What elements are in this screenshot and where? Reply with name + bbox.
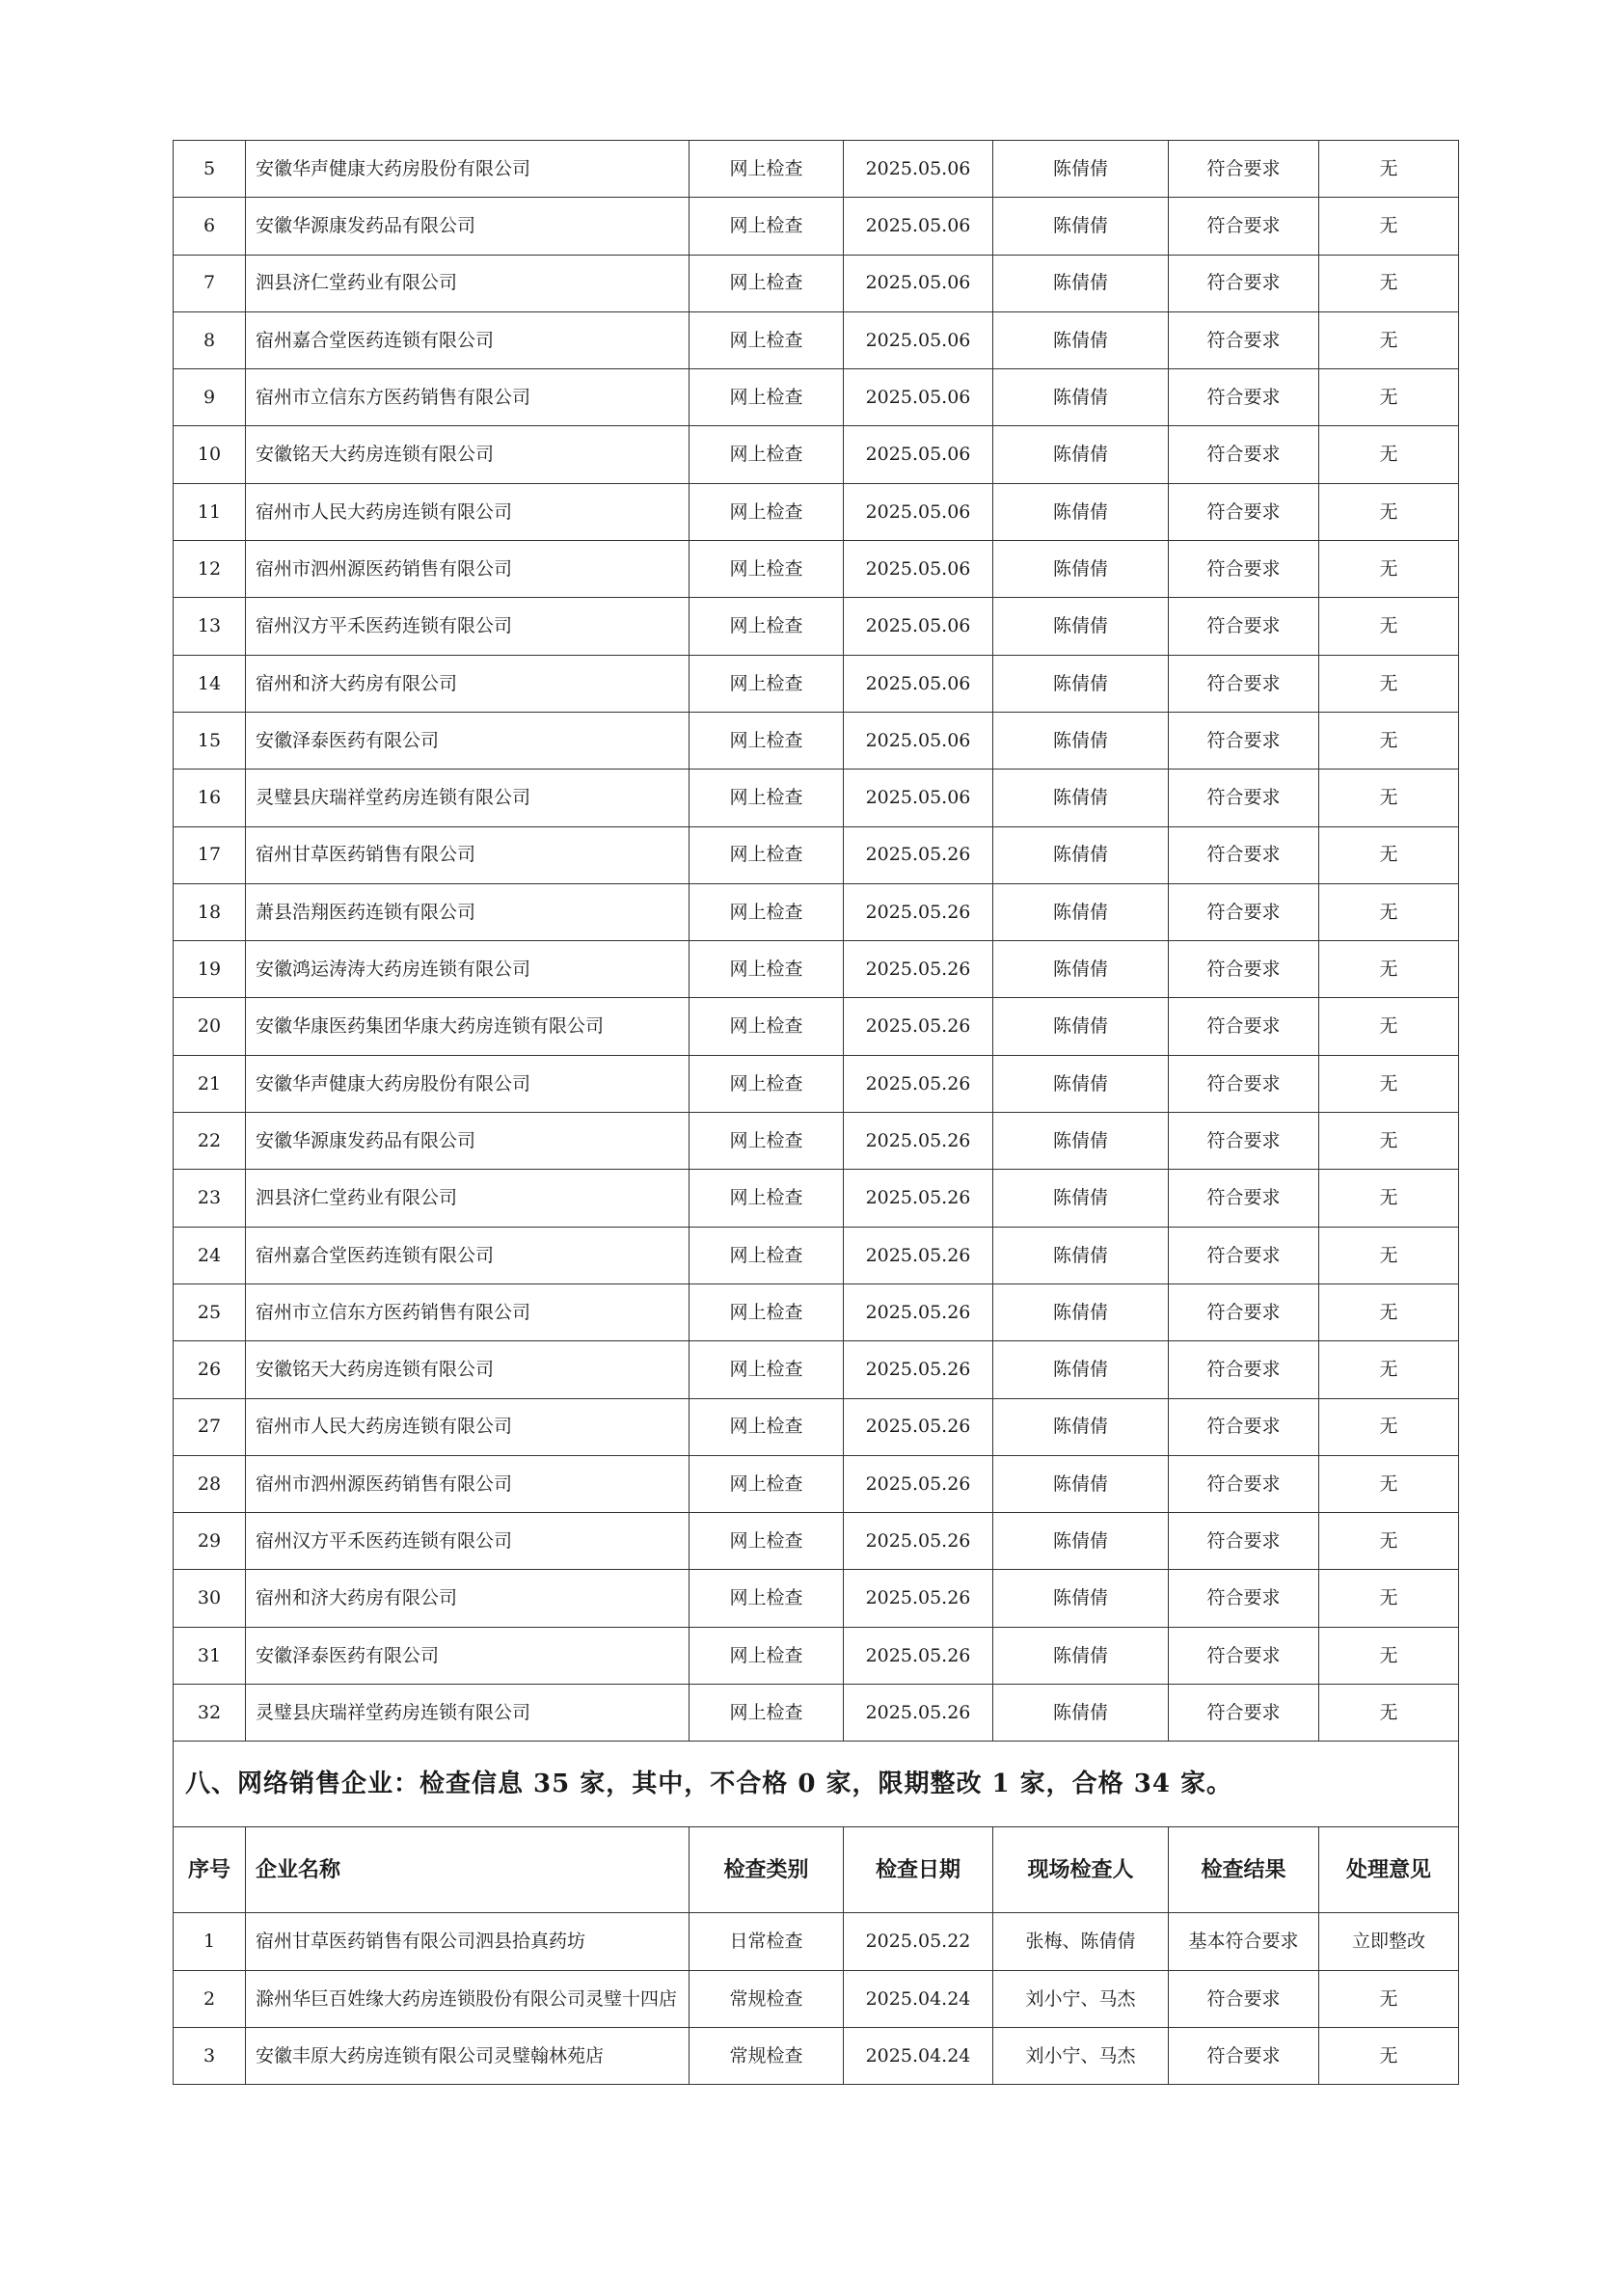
cell-name: 灵璧县庆瑞祥堂药房连锁有限公司 (246, 1685, 690, 1742)
cell-inspector: 陈倩倩 (993, 826, 1169, 883)
table-row (174, 1513, 1459, 1570)
cell-no: 28 (174, 1455, 246, 1512)
cell-name: 宿州嘉合堂医药连锁有限公司 (246, 311, 690, 368)
cell-type: 网上检查 (690, 883, 844, 940)
table-row (174, 2027, 1459, 2084)
cell-no: 9 (174, 369, 246, 426)
table-row (174, 655, 1459, 712)
header-result: 检查结果 (1169, 1827, 1319, 1913)
table-row (174, 1627, 1459, 1684)
cell-result: 符合要求 (1169, 1627, 1319, 1684)
inspection-table (173, 140, 1459, 2085)
cell-no: 12 (174, 541, 246, 598)
cell-opinion: 无 (1319, 1170, 1459, 1227)
cell-no: 6 (174, 198, 246, 255)
cell-opinion: 无 (1319, 1685, 1459, 1742)
cell-opinion: 无 (1319, 1283, 1459, 1340)
cell-date: 2025.05.26 (844, 1170, 993, 1227)
cell-inspector: 陈倩倩 (993, 1513, 1169, 1570)
cell-type: 网上检查 (690, 941, 844, 998)
cell-inspector: 陈倩倩 (993, 483, 1169, 540)
cell-name: 宿州嘉合堂医药连锁有限公司 (246, 1227, 690, 1283)
cell-no: 16 (174, 770, 246, 826)
cell-type: 网上检查 (690, 1283, 844, 1340)
cell-no: 3 (174, 2027, 246, 2084)
table-row (174, 1970, 1459, 2027)
cell-name: 宿州甘草医药销售有限公司 (246, 826, 690, 883)
cell-inspector: 陈倩倩 (993, 141, 1169, 198)
cell-date: 2025.05.26 (844, 1055, 993, 1112)
cell-result: 符合要求 (1169, 1513, 1319, 1570)
cell-name: 宿州市泗州源医药销售有限公司 (246, 1455, 690, 1512)
cell-type: 网上检查 (690, 1055, 844, 1112)
table-row (174, 1913, 1459, 1970)
section-8-title: 八、网络销售企业：检查信息 35 家，其中，不合格 0 家，限期整改 1 家，合格 34 家。 (174, 1742, 1459, 1827)
cell-name: 宿州和济大药房有限公司 (246, 655, 690, 712)
cell-opinion: 无 (1319, 198, 1459, 255)
cell-date: 2025.05.26 (844, 998, 993, 1055)
cell-inspector: 陈倩倩 (993, 311, 1169, 368)
cell-name: 宿州市立信东方医药销售有限公司 (246, 1283, 690, 1340)
cell-name: 安徽鸿运涛涛大药房连锁有限公司 (246, 941, 690, 998)
cell-opinion: 无 (1319, 541, 1459, 598)
cell-no: 30 (174, 1570, 246, 1627)
cell-name: 安徽铭天大药房连锁有限公司 (246, 426, 690, 483)
table-row (174, 941, 1459, 998)
cell-result: 符合要求 (1169, 1570, 1319, 1627)
header-opinion: 处理意见 (1319, 1827, 1459, 1913)
cell-date: 2025.05.26 (844, 1341, 993, 1398)
cell-result: 符合要求 (1169, 426, 1319, 483)
cell-inspector: 陈倩倩 (993, 255, 1169, 311)
cell-type: 网上检查 (690, 369, 844, 426)
table-row (174, 1283, 1459, 1340)
cell-result: 符合要求 (1169, 141, 1319, 198)
cell-no: 1 (174, 1913, 246, 1970)
cell-result: 符合要求 (1169, 770, 1319, 826)
cell-date: 2025.05.06 (844, 770, 993, 826)
cell-inspector: 陈倩倩 (993, 655, 1169, 712)
cell-inspector: 陈倩倩 (993, 598, 1169, 655)
cell-no: 15 (174, 712, 246, 769)
table-row (174, 1170, 1459, 1227)
cell-result: 符合要求 (1169, 712, 1319, 769)
cell-date: 2025.05.06 (844, 483, 993, 540)
cell-date: 2025.05.06 (844, 255, 993, 311)
cell-name: 宿州汉方平禾医药连锁有限公司 (246, 1513, 690, 1570)
cell-inspector: 陈倩倩 (993, 1283, 1169, 1340)
cell-opinion: 无 (1319, 770, 1459, 826)
cell-name: 安徽华源康发药品有限公司 (246, 198, 690, 255)
cell-date: 2025.05.26 (844, 1455, 993, 1512)
cell-inspector: 陈倩倩 (993, 883, 1169, 940)
cell-name: 宿州甘草医药销售有限公司泗县拾真药坊 (246, 1913, 690, 1970)
cell-result: 符合要求 (1169, 883, 1319, 940)
cell-date: 2025.05.26 (844, 1570, 993, 1627)
cell-type: 网上检查 (690, 1685, 844, 1742)
table-row (174, 141, 1459, 198)
cell-date: 2025.05.26 (844, 1513, 993, 1570)
cell-result: 符合要求 (1169, 826, 1319, 883)
table-row (174, 1055, 1459, 1112)
cell-inspector: 陈倩倩 (993, 998, 1169, 1055)
cell-result: 符合要求 (1169, 1170, 1319, 1227)
cell-type: 网上检查 (690, 1341, 844, 1398)
cell-name: 安徽华源康发药品有限公司 (246, 1113, 690, 1170)
cell-result: 符合要求 (1169, 311, 1319, 368)
cell-inspector: 陈倩倩 (993, 1113, 1169, 1170)
cell-date: 2025.05.26 (844, 883, 993, 940)
cell-result: 符合要求 (1169, 1685, 1319, 1742)
cell-opinion: 无 (1319, 1398, 1459, 1455)
cell-result: 符合要求 (1169, 1227, 1319, 1283)
cell-name: 安徽丰原大药房连锁有限公司灵璧翰林苑店 (246, 2027, 690, 2084)
cell-no: 26 (174, 1341, 246, 1398)
table-row (174, 369, 1459, 426)
cell-date: 2025.05.06 (844, 712, 993, 769)
table-row (174, 883, 1459, 940)
cell-inspector: 陈倩倩 (993, 770, 1169, 826)
cell-name: 安徽华声健康大药房股份有限公司 (246, 1055, 690, 1112)
cell-opinion: 无 (1319, 712, 1459, 769)
cell-no: 19 (174, 941, 246, 998)
cell-no: 13 (174, 598, 246, 655)
cell-inspector: 陈倩倩 (993, 941, 1169, 998)
cell-opinion: 无 (1319, 1627, 1459, 1684)
cell-no: 7 (174, 255, 246, 311)
cell-opinion: 无 (1319, 598, 1459, 655)
cell-opinion: 无 (1319, 998, 1459, 1055)
cell-date: 2025.05.26 (844, 1227, 993, 1283)
cell-no: 5 (174, 141, 246, 198)
cell-date: 2025.05.26 (844, 826, 993, 883)
cell-opinion: 无 (1319, 1113, 1459, 1170)
table-row (174, 1685, 1459, 1742)
cell-type: 网上检查 (690, 426, 844, 483)
cell-opinion: 无 (1319, 141, 1459, 198)
cell-name: 宿州市人民大药房连锁有限公司 (246, 1398, 690, 1455)
cell-inspector: 陈倩倩 (993, 1398, 1169, 1455)
cell-name: 安徽泽泰医药有限公司 (246, 1627, 690, 1684)
cell-type: 网上检查 (690, 1113, 844, 1170)
header-type: 检查类别 (690, 1827, 844, 1913)
cell-opinion: 无 (1319, 1513, 1459, 1570)
cell-date: 2025.05.06 (844, 655, 993, 712)
cell-type: 网上检查 (690, 198, 844, 255)
table-row (174, 712, 1459, 769)
table-row (174, 826, 1459, 883)
cell-opinion: 无 (1319, 1227, 1459, 1283)
cell-type: 网上检查 (690, 483, 844, 540)
cell-date: 2025.05.22 (844, 1913, 993, 1970)
cell-inspector: 张梅、陈倩倩 (993, 1913, 1169, 1970)
cell-type: 网上检查 (690, 311, 844, 368)
header-name: 企业名称 (246, 1827, 690, 1913)
cell-name: 滁州华巨百姓缘大药房连锁股份有限公司灵璧十四店 (246, 1970, 690, 2027)
cell-type: 网上检查 (690, 1455, 844, 1512)
cell-inspector: 陈倩倩 (993, 1455, 1169, 1512)
cell-name: 安徽华声健康大药房股份有限公司 (246, 141, 690, 198)
table-body (174, 141, 1459, 2085)
cell-result: 符合要求 (1169, 1398, 1319, 1455)
cell-inspector: 陈倩倩 (993, 198, 1169, 255)
table-row (174, 198, 1459, 255)
cell-no: 29 (174, 1513, 246, 1570)
cell-opinion: 无 (1319, 1341, 1459, 1398)
cell-result: 符合要求 (1169, 1341, 1319, 1398)
cell-date: 2025.05.06 (844, 541, 993, 598)
table-row (174, 426, 1459, 483)
cell-inspector: 陈倩倩 (993, 712, 1169, 769)
cell-opinion: 无 (1319, 941, 1459, 998)
cell-opinion: 无 (1319, 655, 1459, 712)
table-row (174, 255, 1459, 311)
cell-type: 网上检查 (690, 1227, 844, 1283)
cell-inspector: 陈倩倩 (993, 1170, 1169, 1227)
cell-no: 31 (174, 1627, 246, 1684)
table-row (174, 1227, 1459, 1283)
cell-inspector: 陈倩倩 (993, 1341, 1169, 1398)
cell-result: 符合要求 (1169, 541, 1319, 598)
cell-no: 32 (174, 1685, 246, 1742)
table-row (174, 598, 1459, 655)
cell-inspector: 陈倩倩 (993, 541, 1169, 598)
cell-date: 2025.05.26 (844, 1685, 993, 1742)
cell-type: 网上检查 (690, 826, 844, 883)
cell-type: 常规检查 (690, 2027, 844, 2084)
cell-no: 8 (174, 311, 246, 368)
header-date: 检查日期 (844, 1827, 993, 1913)
section-8-row (174, 1742, 1459, 1827)
cell-name: 泗县济仁堂药业有限公司 (246, 1170, 690, 1227)
cell-type: 网上检查 (690, 998, 844, 1055)
cell-opinion: 无 (1319, 1055, 1459, 1112)
cell-name: 安徽华康医药集团华康大药房连锁有限公司 (246, 998, 690, 1055)
cell-date: 2025.05.06 (844, 198, 993, 255)
cell-type: 网上检查 (690, 655, 844, 712)
cell-date: 2025.05.26 (844, 1283, 993, 1340)
table-header-row (174, 1827, 1459, 1913)
cell-date: 2025.05.06 (844, 598, 993, 655)
cell-no: 22 (174, 1113, 246, 1170)
table-row (174, 1398, 1459, 1455)
cell-opinion: 无 (1319, 2027, 1459, 2084)
table-row (174, 1341, 1459, 1398)
cell-opinion: 无 (1319, 1455, 1459, 1512)
cell-name: 宿州和济大药房有限公司 (246, 1570, 690, 1627)
cell-date: 2025.04.24 (844, 1970, 993, 2027)
cell-type: 网上检查 (690, 770, 844, 826)
cell-date: 2025.05.26 (844, 941, 993, 998)
cell-date: 2025.05.06 (844, 426, 993, 483)
cell-opinion: 立即整改 (1319, 1913, 1459, 1970)
table-row (174, 483, 1459, 540)
cell-date: 2025.05.26 (844, 1398, 993, 1455)
cell-result: 符合要求 (1169, 1113, 1319, 1170)
cell-result: 符合要求 (1169, 941, 1319, 998)
cell-inspector: 刘小宁、马杰 (993, 1970, 1169, 2027)
cell-result: 符合要求 (1169, 369, 1319, 426)
cell-inspector: 陈倩倩 (993, 1055, 1169, 1112)
cell-no: 18 (174, 883, 246, 940)
cell-inspector: 陈倩倩 (993, 426, 1169, 483)
cell-no: 10 (174, 426, 246, 483)
cell-opinion: 无 (1319, 255, 1459, 311)
cell-result: 符合要求 (1169, 598, 1319, 655)
cell-opinion: 无 (1319, 1570, 1459, 1627)
cell-no: 2 (174, 1970, 246, 2027)
cell-inspector: 刘小宁、马杰 (993, 2027, 1169, 2084)
cell-inspector: 陈倩倩 (993, 1570, 1169, 1627)
cell-type: 网上检查 (690, 255, 844, 311)
header-no: 序号 (174, 1827, 246, 1913)
cell-inspector: 陈倩倩 (993, 1685, 1169, 1742)
cell-result: 符合要求 (1169, 998, 1319, 1055)
cell-opinion: 无 (1319, 826, 1459, 883)
cell-no: 17 (174, 826, 246, 883)
cell-no: 11 (174, 483, 246, 540)
cell-inspector: 陈倩倩 (993, 1227, 1169, 1283)
header-inspector: 现场检查人 (993, 1827, 1169, 1913)
cell-opinion: 无 (1319, 1970, 1459, 2027)
table-row (174, 1455, 1459, 1512)
table-row (174, 770, 1459, 826)
table-row (174, 1570, 1459, 1627)
cell-type: 网上检查 (690, 141, 844, 198)
cell-opinion: 无 (1319, 426, 1459, 483)
cell-name: 宿州市立信东方医药销售有限公司 (246, 369, 690, 426)
cell-result: 符合要求 (1169, 1455, 1319, 1512)
cell-date: 2025.04.24 (844, 2027, 993, 2084)
cell-type: 网上检查 (690, 1627, 844, 1684)
cell-opinion: 无 (1319, 311, 1459, 368)
table-row (174, 998, 1459, 1055)
table-row (174, 311, 1459, 368)
cell-opinion: 无 (1319, 369, 1459, 426)
cell-type: 日常检查 (690, 1913, 844, 1970)
cell-name: 灵璧县庆瑞祥堂药房连锁有限公司 (246, 770, 690, 826)
cell-date: 2025.05.26 (844, 1113, 993, 1170)
cell-name: 泗县济仁堂药业有限公司 (246, 255, 690, 311)
cell-result: 基本符合要求 (1169, 1913, 1319, 1970)
cell-inspector: 陈倩倩 (993, 369, 1169, 426)
cell-result: 符合要求 (1169, 1055, 1319, 1112)
cell-type: 网上检查 (690, 1398, 844, 1455)
cell-date: 2025.05.06 (844, 369, 993, 426)
cell-no: 25 (174, 1283, 246, 1340)
cell-name: 宿州市泗州源医药销售有限公司 (246, 541, 690, 598)
cell-result: 符合要求 (1169, 1283, 1319, 1340)
cell-date: 2025.05.26 (844, 1627, 993, 1684)
cell-name: 萧县浩翔医药连锁有限公司 (246, 883, 690, 940)
cell-type: 网上检查 (690, 541, 844, 598)
cell-result: 符合要求 (1169, 255, 1319, 311)
cell-type: 网上检查 (690, 1513, 844, 1570)
cell-type: 网上检查 (690, 598, 844, 655)
cell-no: 24 (174, 1227, 246, 1283)
cell-date: 2025.05.06 (844, 311, 993, 368)
table-row (174, 1113, 1459, 1170)
cell-name: 宿州汉方平禾医药连锁有限公司 (246, 598, 690, 655)
cell-type: 网上检查 (690, 1170, 844, 1227)
table-row (174, 541, 1459, 598)
cell-no: 14 (174, 655, 246, 712)
cell-inspector: 陈倩倩 (993, 1627, 1169, 1684)
cell-result: 符合要求 (1169, 2027, 1319, 2084)
cell-result: 符合要求 (1169, 483, 1319, 540)
cell-name: 安徽泽泰医药有限公司 (246, 712, 690, 769)
cell-no: 21 (174, 1055, 246, 1112)
cell-opinion: 无 (1319, 883, 1459, 940)
cell-type: 网上检查 (690, 1570, 844, 1627)
cell-name: 安徽铭天大药房连锁有限公司 (246, 1341, 690, 1398)
cell-result: 符合要求 (1169, 198, 1319, 255)
cell-opinion: 无 (1319, 483, 1459, 540)
cell-type: 网上检查 (690, 712, 844, 769)
cell-no: 27 (174, 1398, 246, 1455)
cell-result: 符合要求 (1169, 1970, 1319, 2027)
cell-type: 常规检查 (690, 1970, 844, 2027)
cell-name: 宿州市人民大药房连锁有限公司 (246, 483, 690, 540)
cell-no: 20 (174, 998, 246, 1055)
cell-date: 2025.05.06 (844, 141, 993, 198)
cell-no: 23 (174, 1170, 246, 1227)
cell-result: 符合要求 (1169, 655, 1319, 712)
